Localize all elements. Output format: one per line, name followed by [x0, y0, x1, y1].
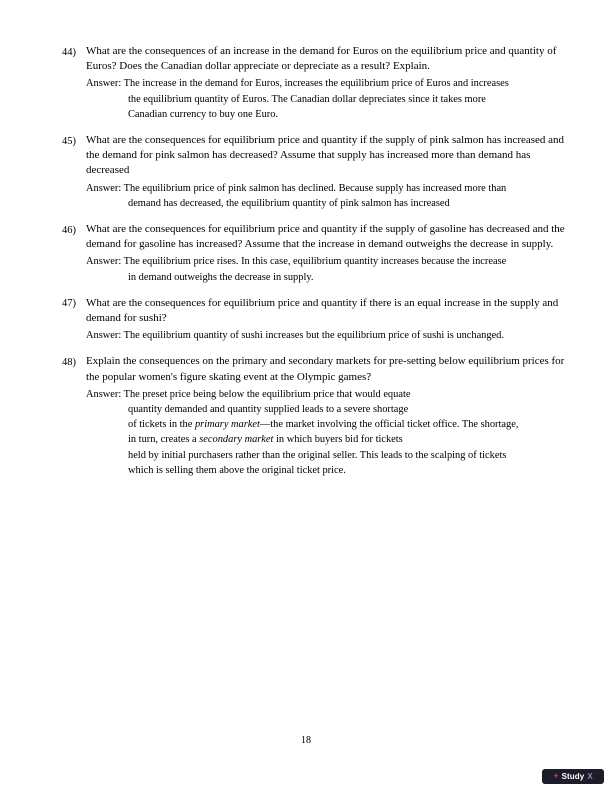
- question-spacer: [62, 285, 568, 296]
- answer-line: the equilibrium quantity of Euros. The Canadian dollar depreciates since it takes more: [128, 93, 486, 105]
- answer-line: Canadian currency to buy one Euro.: [128, 108, 279, 120]
- question-body: [86, 133, 568, 211]
- question-number: 45): [62, 135, 76, 147]
- question-text: What are the consequences for equilibrium price and quantity if there is an equal increase in the supply and demand for sushi?: [86, 296, 559, 325]
- question-item: [62, 296, 568, 344]
- answer-label: Answer:: [86, 330, 122, 342]
- question-body: [86, 222, 568, 285]
- question-text: What are the consequences of an increase in the demand for Euros on the equilibrium price and quantity of Euros? Does the Canadian dollar appreciate or depreciate as a result? Explain.: [86, 45, 557, 73]
- answer-label: Answer:: [86, 256, 122, 268]
- answer-label: Answer:: [86, 78, 122, 90]
- answer-line: in demand outweighs the decrease in supply.: [128, 271, 314, 283]
- answer-line: The equilibrium quantity of sushi increases but the equilibrium price of sushi is unchanged.: [123, 330, 504, 342]
- question-body: [86, 44, 568, 122]
- answer-line-italic-secondary: in turn, creates a secondary market in which buyers bid for tickets: [128, 434, 403, 446]
- question-text: What are the consequences for equilibrium price and quantity if the supply of pink salmon has increased and the demand for pink salmon has decreased? Assume that supply has increased more than demand has decreased: [86, 134, 565, 177]
- question-item: [62, 354, 568, 478]
- question-number: 44): [62, 46, 76, 58]
- answer-block: [86, 328, 568, 343]
- question-number: 48): [62, 356, 76, 368]
- answer-line: The preset price being below the equilibrium price that would equate: [123, 388, 411, 400]
- answer-line: demand has decreased, the equilibrium quantity of pink salmon has increased: [128, 197, 450, 209]
- question-number: 46): [62, 224, 76, 236]
- question-text: What are the consequences for equilibrium price and quantity if the supply of gasoline has decreased and the demand for gasoline has increased? Assume that the increase in demand outweighs the decrease in supply.: [86, 223, 565, 251]
- answer-line: The equilibrium price of pink salmon has declined. Because supply has increased more than: [123, 182, 507, 194]
- answer-label: Answer:: [86, 388, 122, 400]
- question-spacer: [62, 211, 568, 222]
- question-spacer: [62, 122, 568, 133]
- question-item: [62, 44, 568, 122]
- question-body: [86, 354, 568, 478]
- answer-block: [86, 387, 568, 478]
- answer-line: The increase in the demand for Euros, increases the equilibrium price of Euros and increases: [123, 78, 509, 90]
- question-item: [62, 133, 568, 211]
- answer-line: which is selling them above the original ticket price.: [128, 464, 346, 476]
- watermark-name: Study: [561, 772, 585, 781]
- watermark-suffix: X: [587, 772, 593, 781]
- answer-line: held by initial purchasers rather than the original seller. This leads to the scalping of tickets: [128, 449, 507, 461]
- question-text: Explain the consequences on the primary and secondary markets for pre-setting below equilibrium prices for the popular women's figure skating event at the Olympic games?: [86, 355, 565, 383]
- question-item: [62, 222, 568, 285]
- answer-line: The equilibrium price rises. In this case, equilibrium quantity increases because the increase: [123, 256, 507, 268]
- plus-icon: +: [553, 771, 559, 781]
- question-spacer: [62, 343, 568, 354]
- answer-block: [86, 181, 568, 211]
- question-number: 47): [62, 298, 76, 310]
- page-number: 18: [301, 735, 311, 746]
- answer-line-italic-primary: of tickets in the primary market—the market involving the official ticket office. The shortage,: [128, 419, 519, 431]
- answer-block: [86, 76, 568, 122]
- answer-block: [86, 254, 568, 284]
- answer-line: quantity demanded and quantity supplied leads to a severe shortage: [128, 404, 409, 416]
- studyx-watermark[interactable]: [542, 769, 604, 784]
- question-body: [86, 296, 568, 344]
- answer-label: Answer:: [86, 182, 122, 194]
